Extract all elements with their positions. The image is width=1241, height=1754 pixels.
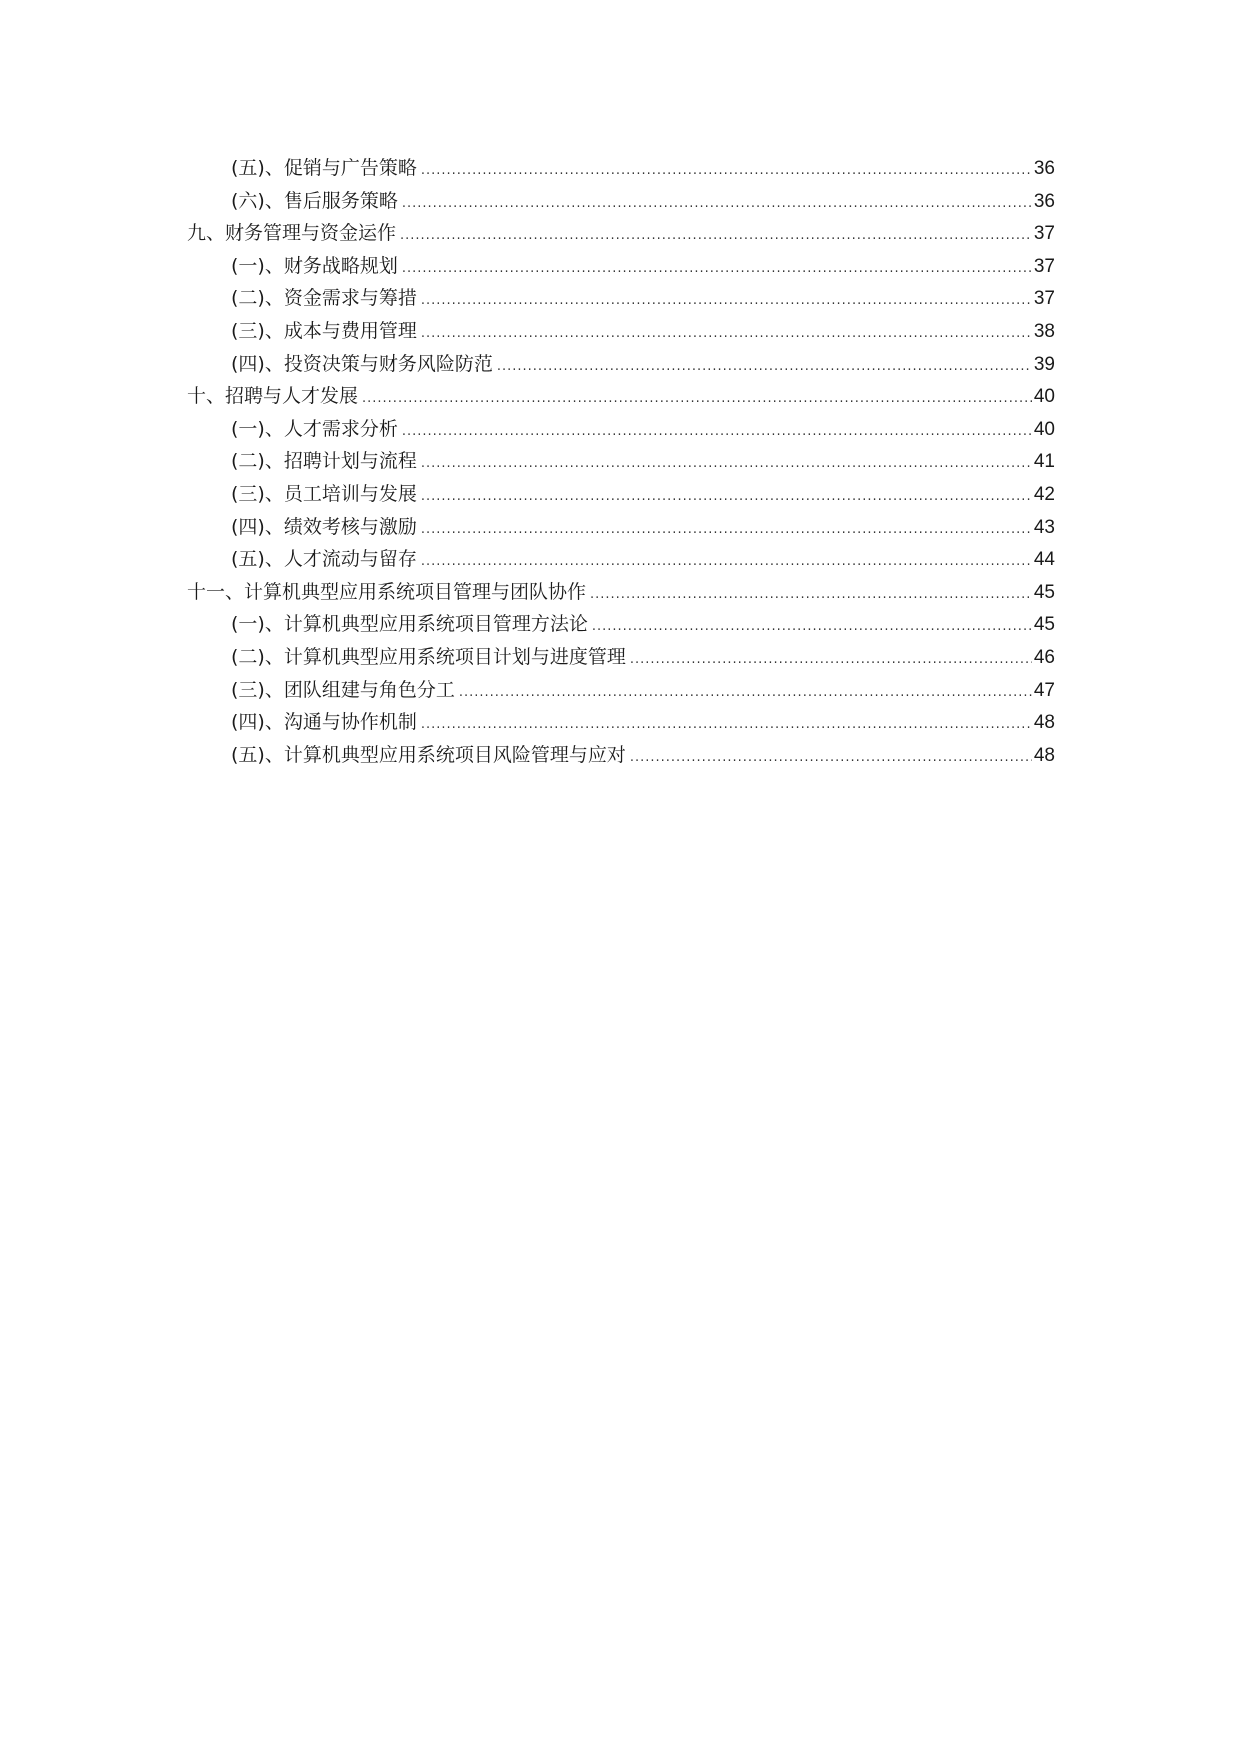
toc-entry-title: (三)、员工培训与发展 <box>231 482 417 505</box>
toc-entry-title: (二)、资金需求与筹措 <box>231 287 417 310</box>
toc-leader-dots <box>402 416 1032 449</box>
toc-entry-title: (一)、财务战略规划 <box>231 254 398 277</box>
toc-entry[interactable] <box>187 315 1055 348</box>
toc-entry[interactable] <box>187 739 1055 772</box>
toc-entry-page: 41 <box>1033 451 1055 473</box>
toc-leader-dots <box>421 481 1032 514</box>
toc-entry-title: (二)、计算机典型应用系统项目计划与进度管理 <box>231 645 626 668</box>
toc-leader-dots <box>421 155 1032 188</box>
toc-leader-dots <box>421 285 1032 318</box>
toc-leader-dots <box>421 318 1032 351</box>
toc-entry-page: 43 <box>1033 516 1055 538</box>
toc-entry-title: (三)、团队组建与角色分工 <box>231 678 455 701</box>
toc-leader-dots <box>400 220 1032 253</box>
toc-leader-dots <box>590 579 1032 612</box>
toc-entry-page: 45 <box>1033 614 1055 636</box>
toc-entry-page: 37 <box>1033 288 1055 310</box>
toc-entry-title: (五)、人才流动与留存 <box>231 548 417 571</box>
toc-entry-page: 42 <box>1033 483 1055 505</box>
toc-entry-title: 十一、计算机典型应用系统项目管理与团队协作 <box>187 580 587 603</box>
toc-entry[interactable] <box>187 478 1055 511</box>
toc-chapter-entry[interactable] <box>187 576 1055 609</box>
toc-entry[interactable] <box>187 282 1055 315</box>
toc-entry-page: 48 <box>1033 744 1055 766</box>
toc-chapter-entry[interactable] <box>187 380 1055 413</box>
toc-entry-title: (四)、沟通与协作机制 <box>231 711 417 734</box>
toc-leader-dots <box>421 546 1032 579</box>
toc-entry-title: (四)、绩效考核与激励 <box>231 515 417 538</box>
toc-entry-title: (五)、促销与广告策略 <box>231 157 417 179</box>
toc-entry-page: 38 <box>1033 320 1055 342</box>
toc-leader-dots <box>459 677 1032 710</box>
toc-entry[interactable] <box>187 250 1055 283</box>
toc-entry-title: (一)、计算机典型应用系统项目管理方法论 <box>231 613 588 636</box>
toc-entry-page: 46 <box>1033 646 1055 668</box>
toc-leader-dots <box>402 188 1032 221</box>
toc-entry-page: 47 <box>1033 679 1055 701</box>
toc-entry-page: 40 <box>1033 418 1055 440</box>
toc-entry-title: (五)、计算机典型应用系统项目风险管理与应对 <box>231 743 626 766</box>
toc-entry-page: 44 <box>1033 549 1055 571</box>
toc-entry[interactable] <box>187 348 1055 381</box>
toc-entry[interactable] <box>187 152 1055 185</box>
toc-entry-page: 45 <box>1033 581 1055 603</box>
toc-entry[interactable] <box>187 641 1055 674</box>
toc-leader-dots <box>592 611 1032 644</box>
toc-leader-dots <box>402 253 1032 286</box>
toc-leader-dots <box>421 709 1032 742</box>
toc-entry-title: (二)、招聘计划与流程 <box>231 450 417 473</box>
toc-entry-page: 40 <box>1033 386 1055 408</box>
toc-entry[interactable] <box>187 706 1055 739</box>
toc-entry[interactable] <box>187 608 1055 641</box>
toc-entry-title: (四)、投资决策与财务风险防范 <box>231 352 493 375</box>
toc-entry-page: 36 <box>1033 158 1055 179</box>
toc-entry[interactable] <box>187 413 1055 446</box>
toc-leader-dots <box>497 351 1032 384</box>
toc-entry-page: 48 <box>1033 712 1055 734</box>
toc-entry-page: 37 <box>1033 255 1055 277</box>
toc-entry-page: 36 <box>1033 190 1055 212</box>
toc-entry-page: 37 <box>1033 223 1055 245</box>
toc-entry-title: (六)、售后服务策略 <box>231 189 398 212</box>
table-of-contents <box>187 152 1055 771</box>
toc-leader-dots <box>630 742 1032 775</box>
toc-entry[interactable] <box>187 185 1055 218</box>
toc-entry[interactable] <box>187 445 1055 478</box>
toc-entry-title: (一)、人才需求分析 <box>231 417 398 440</box>
toc-entry-title: 十、招聘与人才发展 <box>187 385 359 408</box>
toc-entry-title: 九、财务管理与资金运作 <box>187 222 397 245</box>
toc-leader-dots <box>362 383 1032 416</box>
toc-entry-title: (三)、成本与费用管理 <box>231 319 417 342</box>
toc-entry[interactable] <box>187 543 1055 576</box>
toc-entry-page: 39 <box>1033 353 1055 375</box>
toc-entry[interactable] <box>187 674 1055 707</box>
toc-leader-dots <box>630 644 1032 677</box>
toc-leader-dots <box>421 448 1032 481</box>
toc-leader-dots <box>421 514 1032 547</box>
toc-entry[interactable] <box>187 511 1055 544</box>
toc-chapter-entry[interactable] <box>187 217 1055 250</box>
